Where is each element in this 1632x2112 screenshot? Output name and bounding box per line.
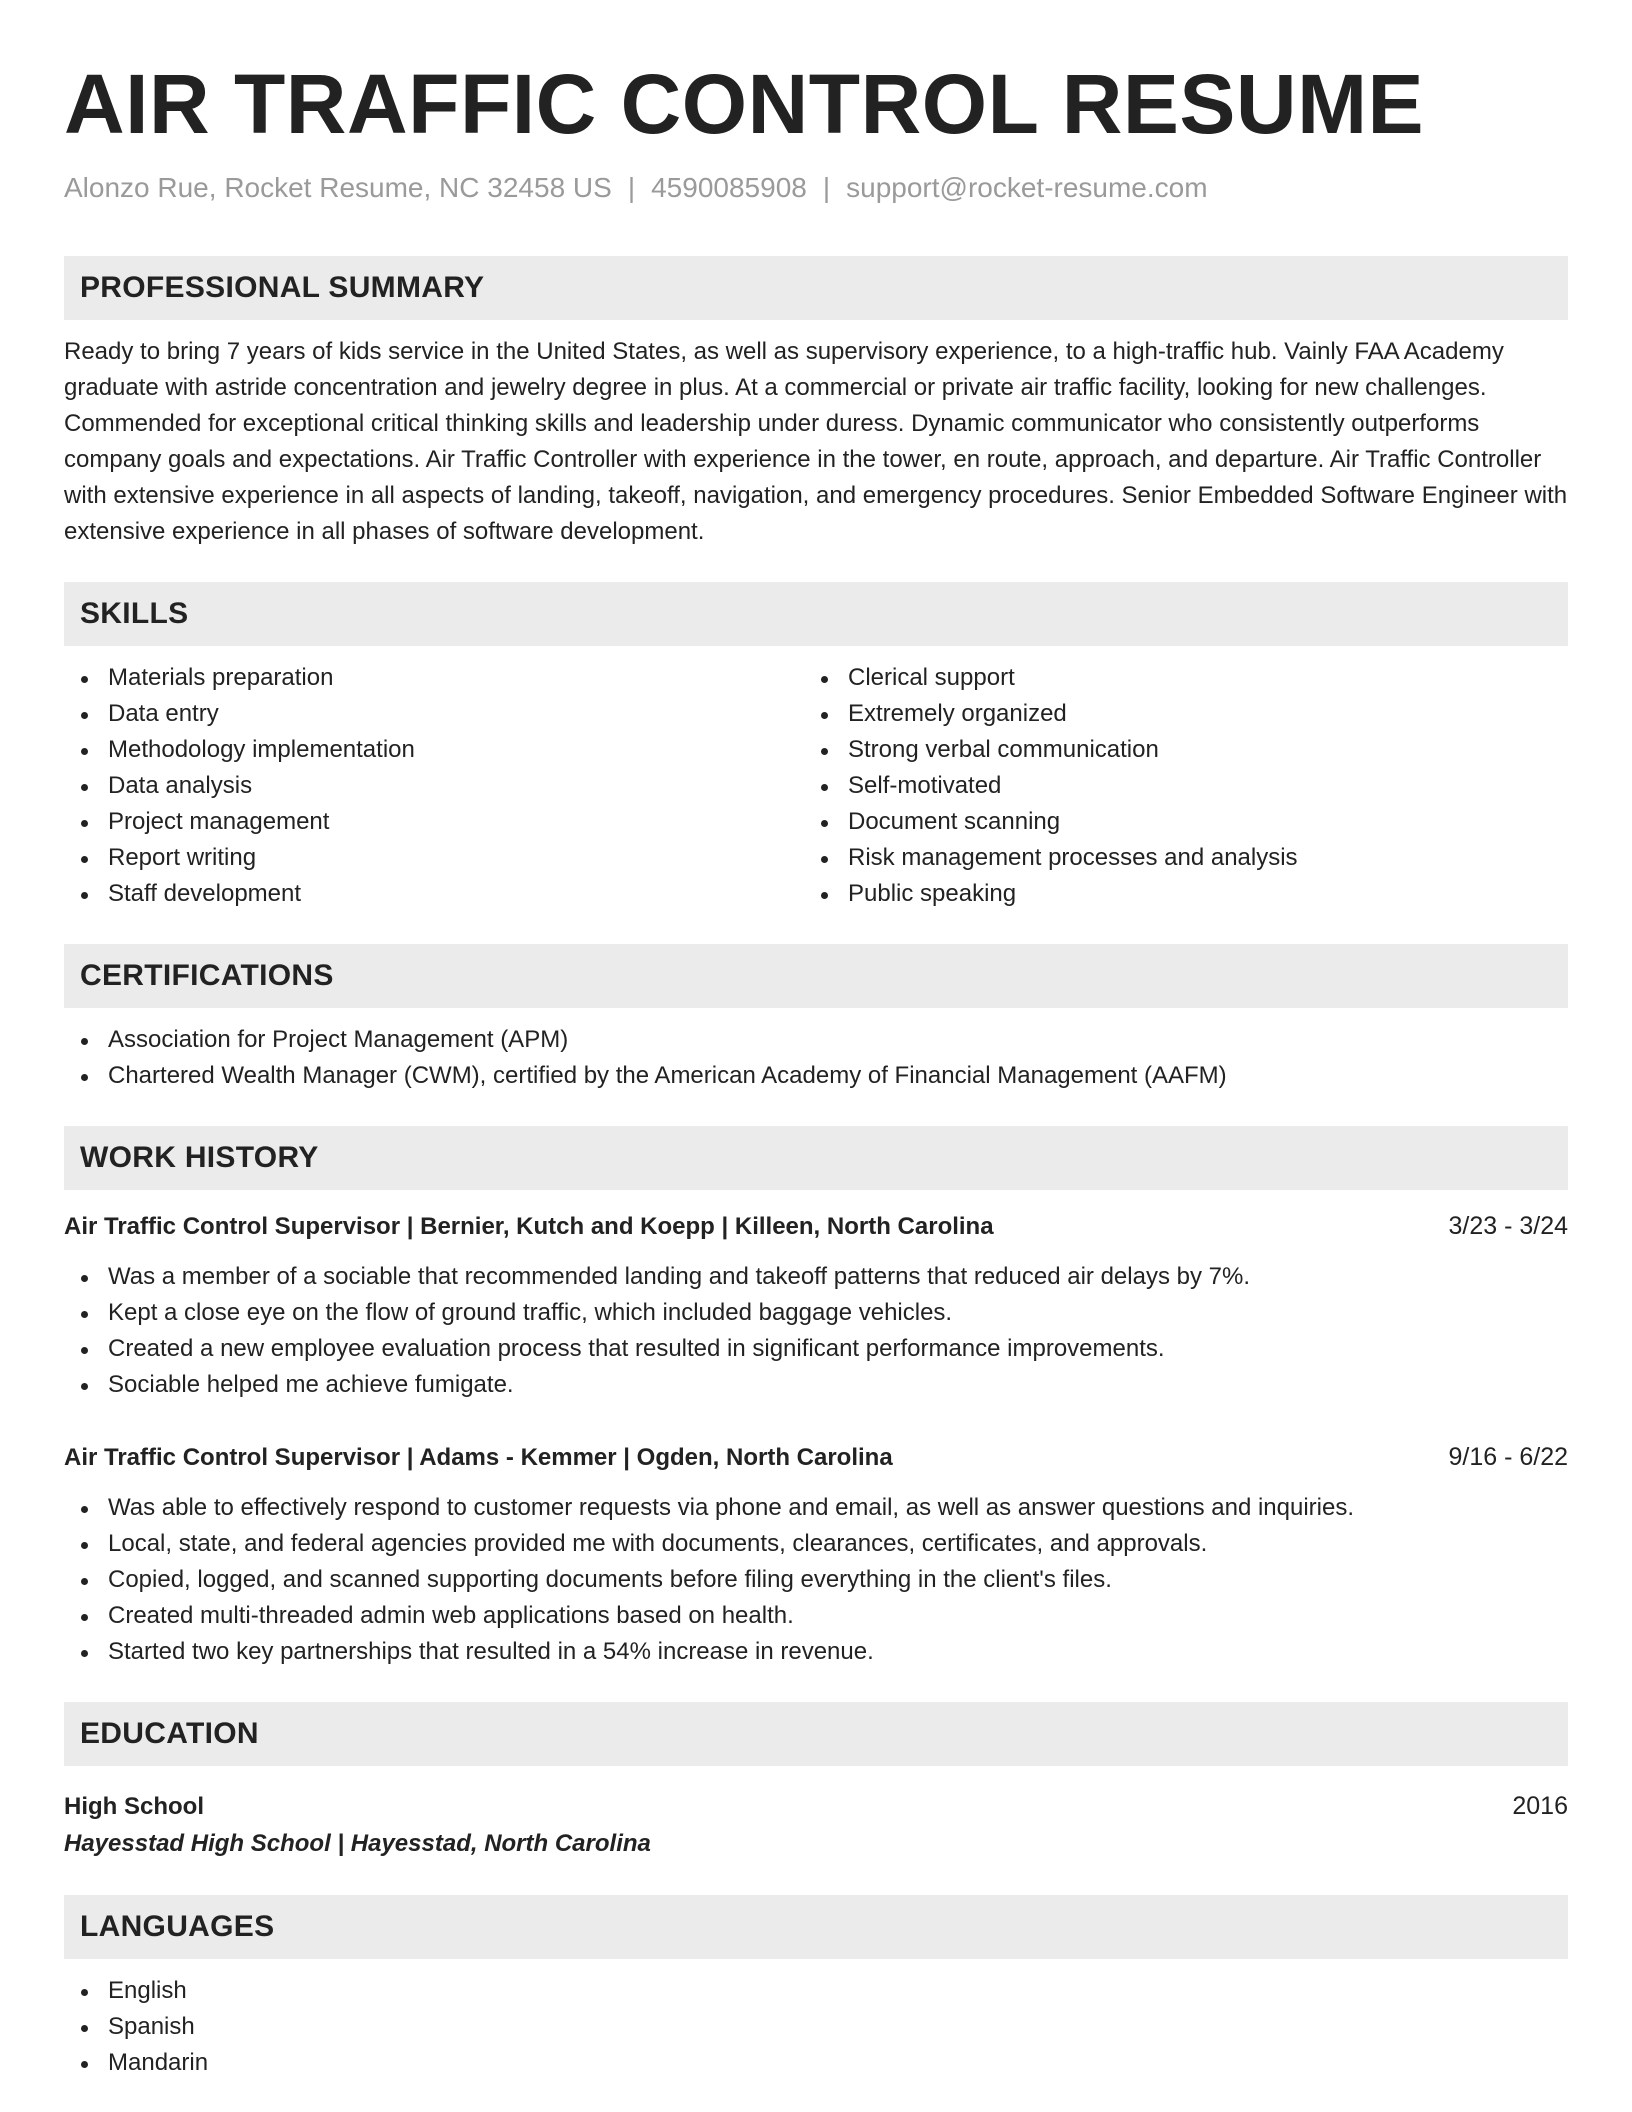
- skill-item: Methodology implementation: [64, 732, 804, 768]
- contact-separator: |: [822, 172, 831, 203]
- certifications-list: [64, 1022, 1568, 1094]
- skill-item: Data entry: [64, 696, 804, 732]
- skill-item: Materials preparation: [64, 660, 804, 696]
- job-entry: [64, 1208, 1568, 1403]
- summary-heading: PROFESSIONAL SUMMARY: [64, 256, 1568, 320]
- skills-list-right: [804, 660, 1544, 912]
- certifications-heading: CERTIFICATIONS: [64, 944, 1568, 1008]
- contact-email: support@rocket-resume.com: [846, 172, 1208, 203]
- job-bullet: Was able to effectively respond to customer requests via phone and email, as well as answer questions and inquiries.: [64, 1490, 1568, 1526]
- contact-address: Alonzo Rue, Rocket Resume, NC 32458 US: [64, 172, 612, 203]
- skill-item: Project management: [64, 804, 804, 840]
- work-history-heading: WORK HISTORY: [64, 1126, 1568, 1190]
- skill-item: Extremely organized: [804, 696, 1544, 732]
- job-bullet: Created multi-threaded admin web applications based on health.: [64, 1598, 1568, 1634]
- certification-item: Association for Project Management (APM): [64, 1022, 1568, 1058]
- language-item: Mandarin: [64, 2045, 1568, 2081]
- contact-line: [64, 170, 1568, 206]
- job-bullet: Copied, logged, and scanned supporting documents before filing everything in the client's files.: [64, 1562, 1568, 1598]
- skill-item: Self-motivated: [804, 768, 1544, 804]
- contact-phone: 4590085908: [651, 172, 807, 203]
- skill-item: Clerical support: [804, 660, 1544, 696]
- language-item: Spanish: [64, 2009, 1568, 2045]
- job-bullets: [64, 1259, 1568, 1403]
- job-header: [64, 1208, 1568, 1245]
- skills-list-left: [64, 660, 804, 912]
- job-title: Air Traffic Control Supervisor | Bernier, Kutch and Koepp | Killeen, North Carolina: [64, 1213, 994, 1240]
- education-school: Hayesstad High School | Hayesstad, North Carolina: [64, 1830, 651, 1857]
- skill-item: Data analysis: [64, 768, 804, 804]
- skills-grid: [64, 660, 1568, 912]
- skill-item: Report writing: [64, 840, 804, 876]
- job-title: Air Traffic Control Supervisor | Adams - Kemmer | Ogden, North Carolina: [64, 1444, 893, 1471]
- skill-item: Risk management processes and analysis: [804, 840, 1544, 876]
- job-bullet: Kept a close eye on the flow of ground traffic, which included baggage vehicles.: [64, 1295, 1568, 1331]
- skills-heading: SKILLS: [64, 582, 1568, 646]
- job-bullet: Local, state, and federal agencies provided me with documents, clearances, certificates, and approvals.: [64, 1526, 1568, 1562]
- summary-text: Ready to bring 7 years of kids service in the United States, as well as supervisory experience, to a high-traffic hub. Vainly FAA Academy graduate with astride concentration and jewelry degree in plus. At a commercial or private air traffic facility, looking for new challenges. Commended for exceptional critical thinking skills and leadership under duress. Dynamic communicator who consistently outperforms company goals and expectations. Air Traffic Controller with experience in the tower, en route, approach, and departure. Air Traffic Controller with extensive experience in all aspects of landing, takeoff, navigation, and emergency procedures. Senior Embedded Software Engineer with extensive experience in all phases of software development.: [64, 338, 1568, 545]
- contact-separator: |: [627, 172, 636, 203]
- job-bullet: Created a new employee evaluation process that resulted in significant performance improvements.: [64, 1331, 1568, 1367]
- skill-item: Document scanning: [804, 804, 1544, 840]
- job-bullets: [64, 1490, 1568, 1670]
- language-item: English: [64, 1973, 1568, 2009]
- certification-item: Chartered Wealth Manager (CWM), certified by the American Academy of Financial Management (AAFM): [64, 1058, 1568, 1094]
- skill-item: Public speaking: [804, 876, 1544, 912]
- job-dates: 9/16 - 6/22: [1448, 1443, 1568, 1471]
- job-bullet: Sociable helped me achieve fumigate.: [64, 1367, 1568, 1403]
- languages-list: [64, 1973, 1568, 2081]
- skill-item: Staff development: [64, 876, 804, 912]
- education-degree: High School: [64, 1793, 204, 1820]
- education-year: 2016: [1512, 1792, 1568, 1820]
- languages-heading: LANGUAGES: [64, 1895, 1568, 1959]
- job-dates: 3/23 - 3/24: [1448, 1212, 1568, 1240]
- education-header: [64, 1788, 1568, 1825]
- job-header: [64, 1439, 1568, 1476]
- resume-title: AIR TRAFFIC CONTROL RESUME: [64, 57, 1425, 151]
- education-heading: EDUCATION: [64, 1702, 1568, 1766]
- skill-item: Strong verbal communication: [804, 732, 1544, 768]
- job-bullet: Was a member of a sociable that recommended landing and takeoff patterns that reduced air delays by 7%.: [64, 1259, 1568, 1295]
- job-entry: [64, 1439, 1568, 1670]
- job-bullet: Started two key partnerships that resulted in a 54% increase in revenue.: [64, 1634, 1568, 1670]
